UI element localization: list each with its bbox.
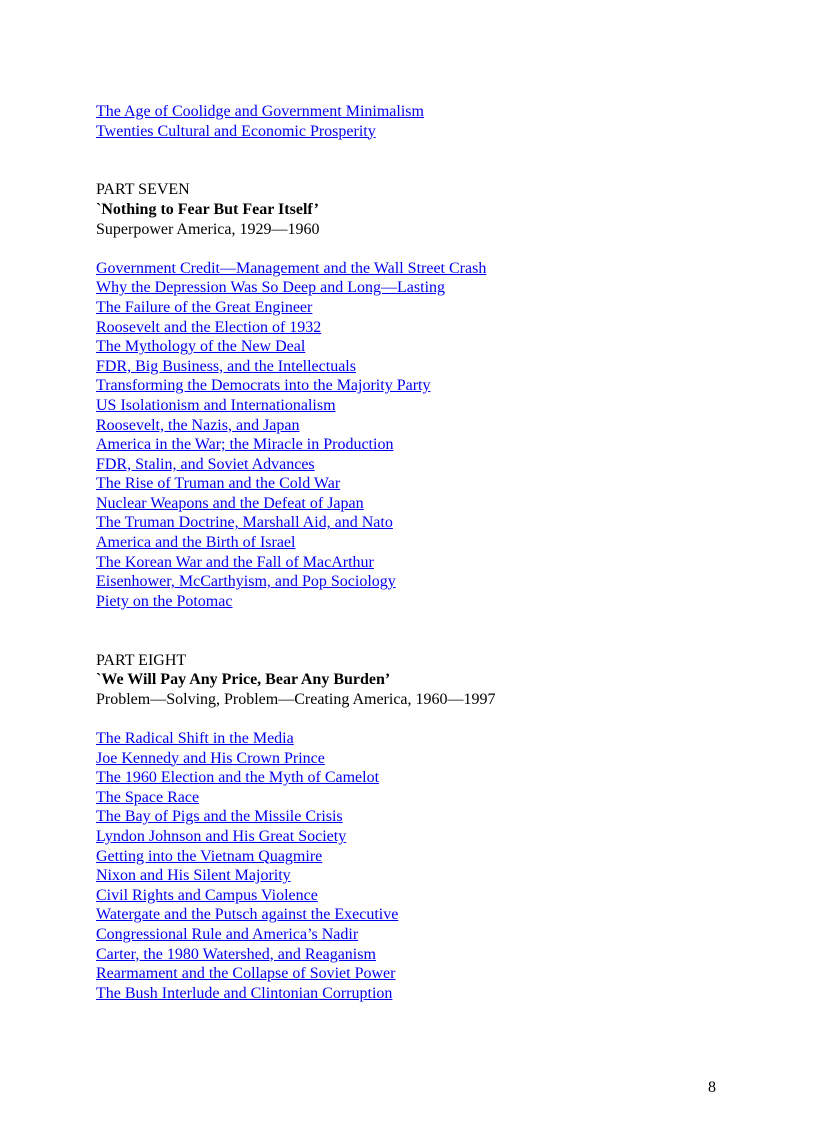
spacer bbox=[96, 239, 736, 259]
spacer bbox=[96, 141, 736, 180]
chapter-link[interactable]: FDR, Big Business, and the Intellectuals bbox=[96, 357, 356, 375]
chapter-link[interactable]: Carter, the 1980 Watershed, and Reaganism bbox=[96, 945, 376, 963]
table-of-contents bbox=[96, 102, 736, 1003]
chapter-link[interactable]: Transforming the Democrats into the Majority Party bbox=[96, 377, 431, 395]
chapter-link[interactable]: America and the Birth of Israel bbox=[96, 534, 296, 552]
chapter-link[interactable]: Civil Rights and Campus Violence bbox=[96, 886, 318, 904]
part-label: PART SEVEN bbox=[96, 181, 190, 199]
chapter-link[interactable]: Piety on the Potomac bbox=[96, 592, 233, 610]
toc-link[interactable]: Twenties Cultural and Economic Prosperity bbox=[96, 122, 376, 140]
chapter-link[interactable]: America in the War; the Miracle in Production bbox=[96, 436, 394, 454]
chapter-link[interactable]: The Bay of Pigs and the Missile Crisis bbox=[96, 808, 343, 826]
chapter-link[interactable]: The Korean War and the Fall of MacArthur bbox=[96, 553, 374, 571]
page-number: 8 bbox=[708, 1079, 716, 1096]
part-eight-section bbox=[96, 651, 736, 1004]
chapter-link[interactable]: Roosevelt and the Election of 1932 bbox=[96, 318, 322, 336]
chapter-link[interactable]: Why the Depression Was So Deep and Long—Lasting bbox=[96, 279, 446, 297]
chapter-link[interactable]: US Isolationism and Internationalism bbox=[96, 396, 336, 414]
chapter-link[interactable]: The 1960 Election and the Myth of Camelot bbox=[96, 769, 380, 787]
chapter-link[interactable]: The Bush Interlude and Clintonian Corruption bbox=[96, 984, 393, 1002]
chapter-link[interactable]: Watergate and the Putsch against the Executive bbox=[96, 906, 399, 924]
chapter-list bbox=[96, 259, 736, 612]
spacer bbox=[96, 611, 736, 650]
part-subtitle: Problem—Solving, Problem—Creating America, 1960—1997 bbox=[96, 690, 496, 708]
chapter-link[interactable]: Congressional Rule and America’s Nadir bbox=[96, 925, 359, 943]
top-links bbox=[96, 102, 736, 141]
chapter-link[interactable]: Lyndon Johnson and His Great Society bbox=[96, 827, 347, 845]
chapter-list bbox=[96, 729, 736, 1003]
chapter-link[interactable]: The Radical Shift in the Media bbox=[96, 730, 294, 747]
chapter-link[interactable]: The Rise of Truman and the Cold War bbox=[96, 475, 341, 493]
chapter-link[interactable]: The Truman Doctrine, Marshall Aid, and Nato bbox=[96, 514, 393, 532]
part-title: `Nothing to Fear But Fear Itself’ bbox=[96, 200, 319, 218]
chapter-link[interactable]: Getting into the Vietnam Quagmire bbox=[96, 847, 323, 865]
part-title: `We Will Pay Any Price, Bear Any Burden’ bbox=[96, 671, 391, 689]
part-subtitle: Superpower America, 1929—1960 bbox=[96, 220, 320, 238]
part-seven-section bbox=[96, 180, 736, 611]
chapter-link[interactable]: The Mythology of the New Deal bbox=[96, 338, 306, 356]
toc-link[interactable]: The Age of Coolidge and Government Minimalism bbox=[96, 103, 424, 120]
chapter-link[interactable]: The Failure of the Great Engineer bbox=[96, 298, 313, 316]
chapter-link[interactable]: The Space Race bbox=[96, 788, 200, 806]
part-label: PART EIGHT bbox=[96, 651, 187, 669]
chapter-link[interactable]: Roosevelt, the Nazis, and Japan bbox=[96, 416, 300, 434]
chapter-link[interactable]: Joe Kennedy and His Crown Prince bbox=[96, 749, 325, 767]
spacer bbox=[96, 709, 736, 729]
chapter-link[interactable]: Eisenhower, McCarthyism, and Pop Sociology bbox=[96, 573, 396, 591]
chapter-link[interactable]: Nixon and His Silent Majority bbox=[96, 867, 291, 885]
chapter-link[interactable]: Nuclear Weapons and the Defeat of Japan bbox=[96, 494, 364, 512]
chapter-link[interactable]: Rearmament and the Collapse of Soviet Power bbox=[96, 965, 396, 983]
chapter-link[interactable]: Government Credit—Management and the Wall Street Crash bbox=[96, 259, 487, 277]
chapter-link[interactable]: FDR, Stalin, and Soviet Advances bbox=[96, 455, 315, 473]
